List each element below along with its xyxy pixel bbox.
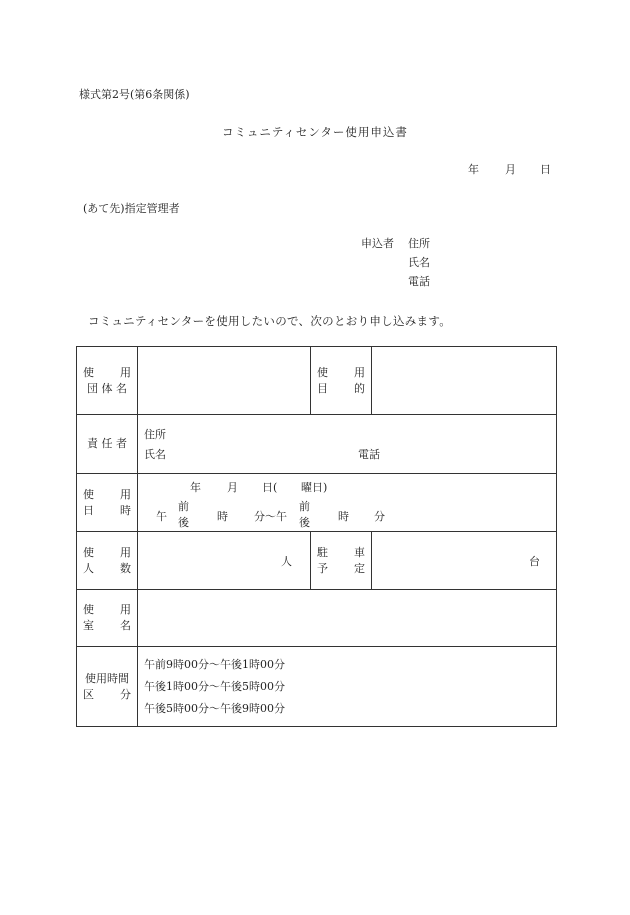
- group-label: 使 用 団 体 名: [77, 347, 138, 415]
- usedate-start-hour: 時: [217, 510, 228, 523]
- people-label: 使 用 人 数: [77, 532, 138, 590]
- form-id: 様式第2号(第6条関係): [79, 88, 190, 101]
- parking-label: 駐 車 予 定: [311, 532, 372, 590]
- timeslot-label: 使用時間 区 分: [77, 647, 138, 727]
- purpose-field[interactable]: [372, 347, 557, 415]
- people-field[interactable]: [138, 532, 311, 590]
- applicant-name-label: 氏名: [408, 256, 430, 269]
- applicant-label: 申込者: [361, 237, 394, 250]
- responsible-phone-label: 電話: [358, 448, 380, 461]
- applicant-phone-label: 電話: [408, 275, 430, 288]
- intro-text: コミュニティセンターを使用したいので、次のとおり申し込みます。: [88, 314, 452, 328]
- usedate-start-min: 分～午: [254, 510, 287, 523]
- usedate-end-min: 分: [374, 510, 385, 523]
- usedate-end-hour: 時: [338, 510, 349, 523]
- addressee: (あて先)指定管理者: [83, 202, 180, 215]
- date-year: 年: [468, 163, 479, 176]
- room-field[interactable]: [138, 590, 557, 647]
- application-table: [76, 346, 557, 727]
- purpose-label: 使 用 目 的: [311, 347, 372, 415]
- timeslot-option-3[interactable]: 午後5時00分～午後9時00分: [144, 701, 285, 715]
- people-unit: 人: [281, 555, 292, 568]
- usedate-start-go2: 後: [178, 516, 189, 529]
- date-day: 日: [540, 163, 551, 176]
- responsible-field[interactable]: [138, 415, 557, 474]
- timeslot-option-1[interactable]: 午前9時00分～午後1時00分: [144, 657, 285, 671]
- room-label: 使 用 室 名: [77, 590, 138, 647]
- row-usedate: [77, 474, 557, 532]
- usedate-start-go: 午: [156, 510, 167, 523]
- responsible-address-label: 住所: [144, 428, 166, 441]
- usedate-label: 使 用 日 時: [77, 474, 138, 532]
- row-group: [77, 347, 557, 415]
- row-timeslot: [77, 647, 557, 727]
- parking-unit: 台: [529, 555, 540, 568]
- row-responsible: [77, 415, 557, 474]
- usedate-weekday: 曜日): [301, 481, 328, 494]
- row-room: [77, 590, 557, 647]
- usedate-start-zen: 前: [178, 500, 189, 513]
- usedate-end-go: 後: [299, 516, 310, 529]
- usedate-end-zen: 前: [299, 500, 310, 513]
- usedate-day: 日(: [262, 481, 278, 494]
- row-people: [77, 532, 557, 590]
- responsible-label: 責 任 者: [77, 415, 138, 474]
- responsible-name-label: 氏名: [144, 448, 166, 461]
- timeslot-option-2[interactable]: 午後1時00分～午後5時00分: [144, 679, 285, 693]
- timeslot-field: [138, 647, 557, 727]
- usedate-month: 月: [227, 481, 238, 494]
- parking-field[interactable]: [372, 532, 557, 590]
- form-title: コミュニティセンター使用申込書: [222, 125, 408, 139]
- usedate-year: 年: [190, 481, 201, 494]
- group-name-field[interactable]: [138, 347, 311, 415]
- date-month: 月: [505, 163, 516, 176]
- usedate-field[interactable]: [138, 474, 557, 532]
- applicant-address-label: 住所: [408, 237, 430, 250]
